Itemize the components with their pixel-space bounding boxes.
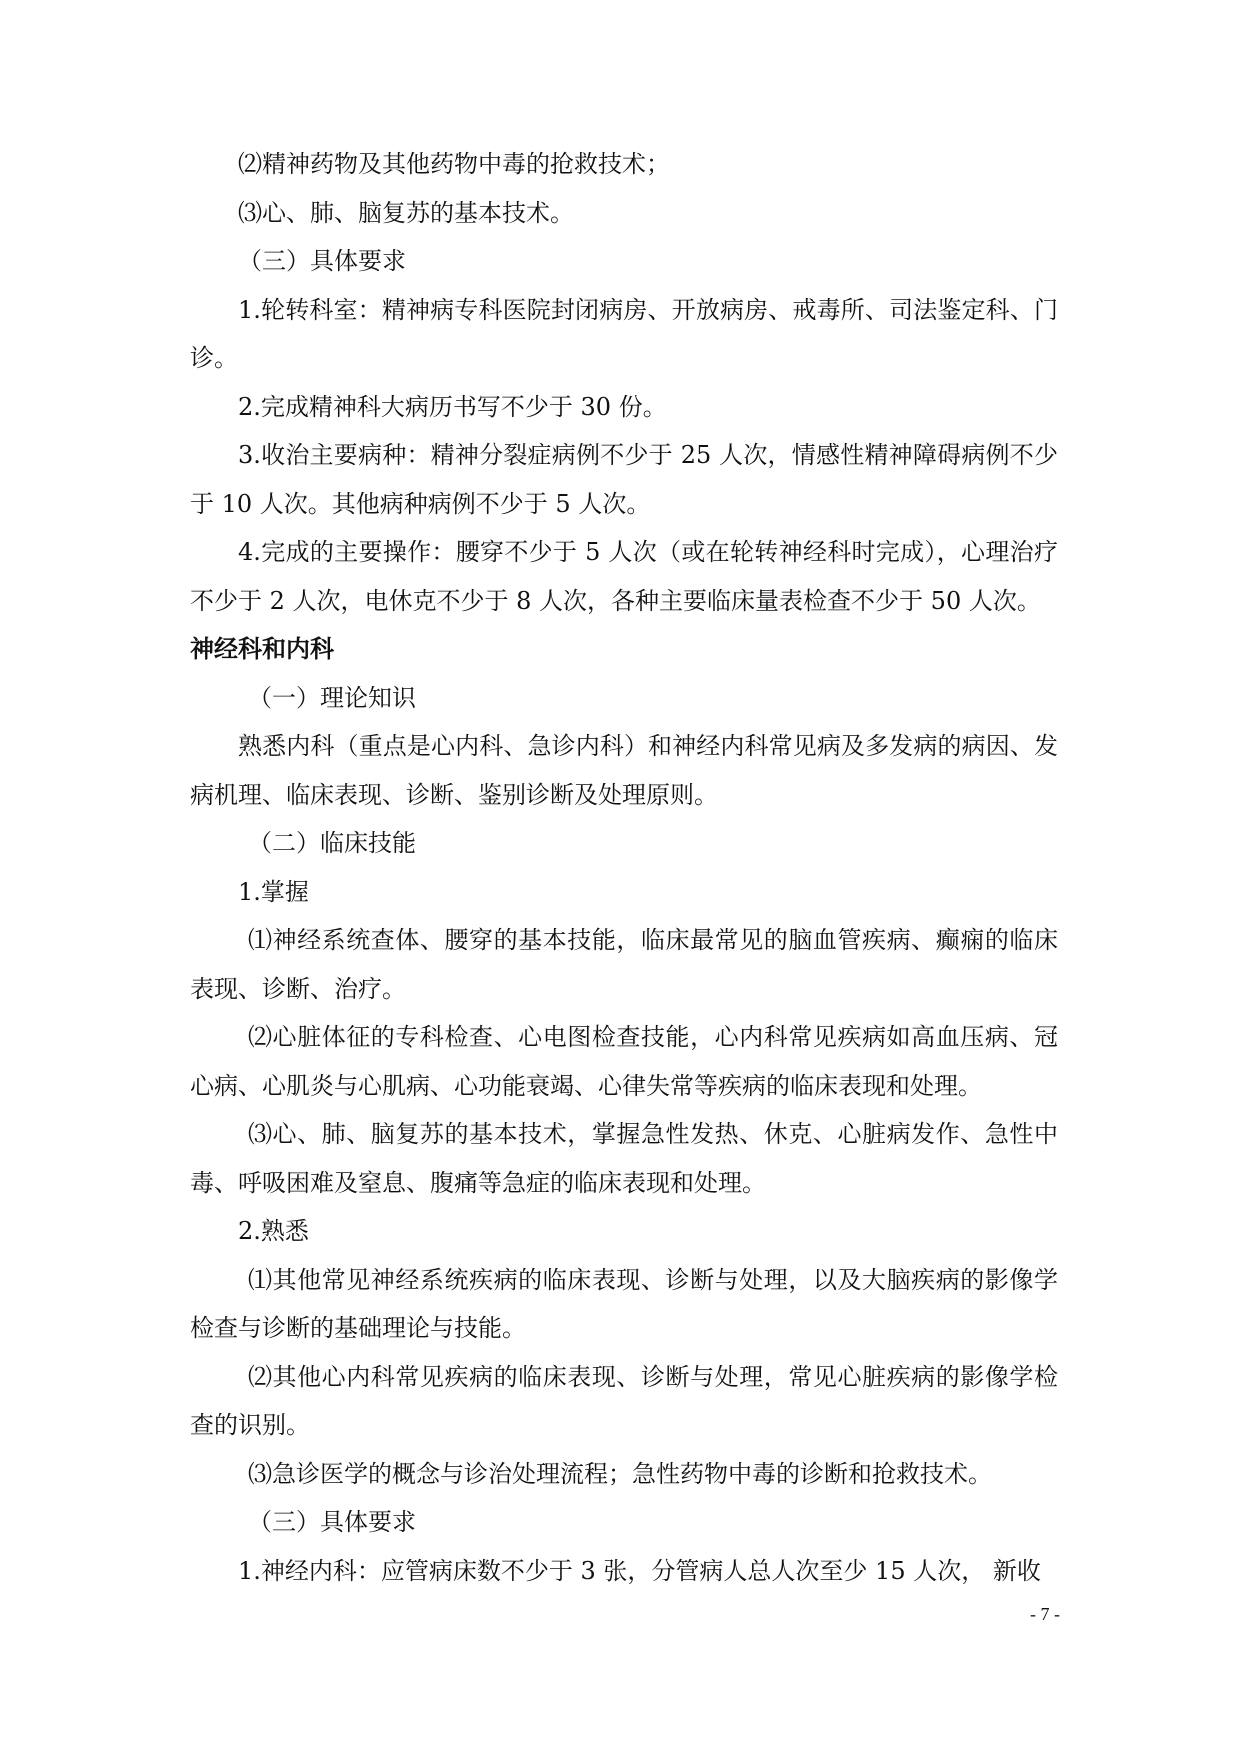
paragraph: 1.神经内科：应管病床数不少于 3 张，分管病人总人次至少 15 人次， 新收 [238,1556,1041,1585]
paragraph: ⑴其他常见神经系统疾病的临床表现、诊断与处理，以及大脑疾病的影像学检查与诊断的基础理论与技能。 [190,1265,1058,1342]
paragraph: （二）临床技能 [248,829,416,857]
paragraph: ⑴神经系统查体、腰穿的基本技能，临床最常见的脑血管疾病、癫痫的临床表现、诊断、治疗。 [190,926,1058,1003]
paragraph: 2.完成精神科大病历书写不少于 30 份。 [238,392,667,421]
page-number: - 7 - [1030,1604,1060,1624]
paragraph: ⑵其他心内科常见疾病的临床表现、诊断与处理，常见心脏疾病的影像学检查的识别。 [190,1362,1058,1439]
paragraph: ⑶急诊医学的概念与诊治处理流程；急性药物中毒的诊断和抢救技术。 [248,1459,992,1488]
paragraph: ⑶心、肺、脑复苏的基本技术，掌握急性发热、休克、心脏病发作、急性中毒、呼吸困难及窒息、腹痛等急症的临床表现和处理。 [190,1120,1058,1197]
paragraph: 3.收治主要病种：精神分裂症病例不少于 25 人次，情感性精神障碍病例不少于 10 人次。其他病种病例不少于 5 人次。 [190,441,1058,518]
section-heading: 神经科和内科 [190,635,334,663]
paragraph: ⑶心、肺、脑复苏的基本技术。 [238,198,574,227]
document-body [190,140,1058,1595]
paragraph: （一）理论知识 [248,683,416,712]
paragraph: ⑵精神药物及其他药物中毒的抢救技术； [238,150,670,178]
paragraph: （三）具体要求 [248,1508,416,1536]
paragraph: 1.掌握 [238,877,309,906]
paragraph: 2.熟悉 [238,1217,309,1245]
paragraph: ⑵心脏体征的专科检查、心电图检查技能，心内科常见疾病如高血压病、冠心病、心肌炎与心肌病、心功能衰竭、心律失常等疾病的临床表现和处理。 [190,1023,1058,1100]
paragraph: 1.轮转科室：精神病专科医院封闭病房、开放病房、戒毒所、司法鉴定科、门诊。 [190,295,1058,372]
paragraph: （三）具体要求 [238,247,406,275]
paragraph: 熟悉内科（重点是心内科、急诊内科）和神经内科常见病及多发病的病因、发病机理、临床表现、诊断、鉴别诊断及处理原则。 [190,732,1058,809]
paragraph: 4.完成的主要操作：腰穿不少于 5 人次（或在轮转神经科时完成），心理治疗不少于 2 人次，电休克不少于 8 人次，各种主要临床量表检查不少于 50 人次。 [190,538,1058,615]
